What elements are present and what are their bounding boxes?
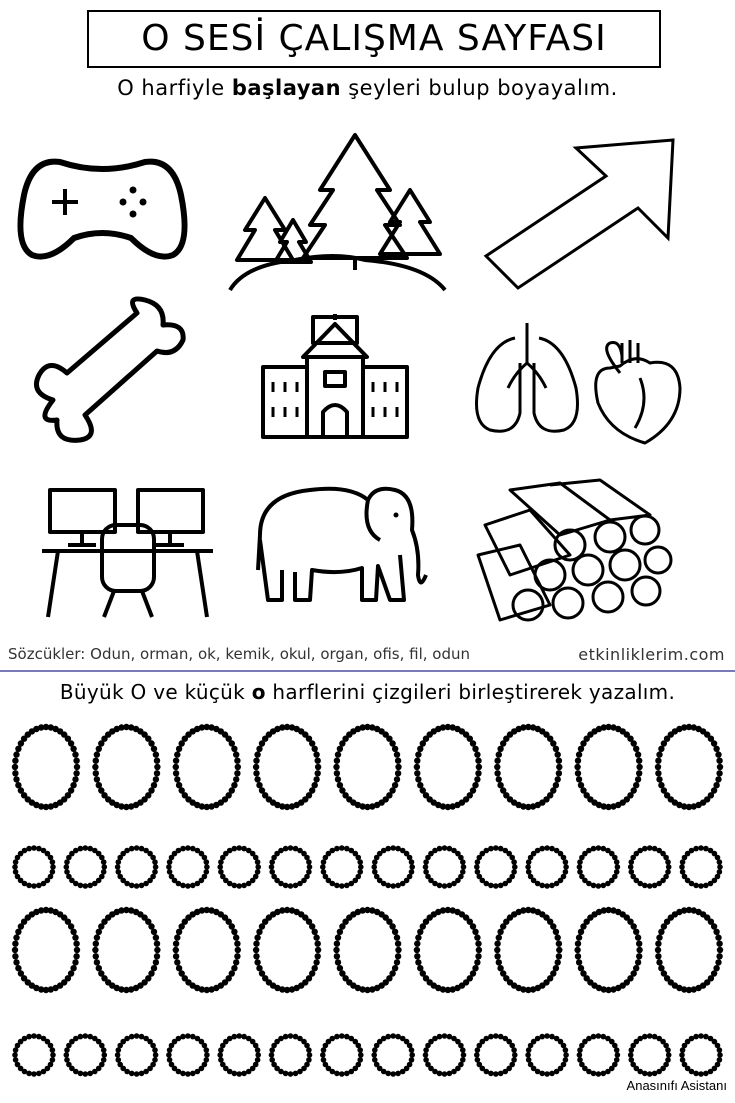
tracing-letter[interactable] <box>474 1033 518 1077</box>
tracing-letter[interactable] <box>333 907 401 993</box>
elephant-icon <box>250 480 430 605</box>
tracing-letter[interactable] <box>217 845 261 889</box>
tracing-letter[interactable] <box>166 1033 210 1077</box>
tracing-row-4[interactable] <box>0 1030 735 1080</box>
tracing-row-2[interactable] <box>0 842 735 892</box>
tracing-letter[interactable] <box>92 724 160 810</box>
footer-credit: Anasınıfı Asistanı <box>626 1078 727 1093</box>
tracing-letter[interactable] <box>577 845 621 889</box>
tracing-letter[interactable] <box>12 1033 56 1077</box>
divider <box>0 670 735 672</box>
tracing-letter[interactable] <box>414 724 482 810</box>
tracing-letter[interactable] <box>333 724 401 810</box>
tracing-letter[interactable] <box>115 845 159 889</box>
tracing-letter[interactable] <box>64 1033 108 1077</box>
office-desk-icon <box>40 485 215 620</box>
organs-icon <box>470 318 690 448</box>
tracing-letter[interactable] <box>577 1033 621 1077</box>
tracing-letter[interactable] <box>12 845 56 889</box>
tracing-letter[interactable] <box>525 1033 569 1077</box>
tracing-letter[interactable] <box>115 1033 159 1077</box>
tracing-letter[interactable] <box>679 845 723 889</box>
tracing-letter[interactable] <box>253 724 321 810</box>
tracing-letter[interactable] <box>320 845 364 889</box>
tracing-row-1[interactable] <box>0 722 735 812</box>
logs-icon <box>470 475 680 635</box>
tracing-letter[interactable] <box>525 845 569 889</box>
tracing-letter[interactable] <box>217 1033 261 1077</box>
tracing-letter[interactable] <box>423 1033 467 1077</box>
tracing-letter[interactable] <box>269 845 313 889</box>
website-label: etkinliklerim.com <box>578 645 725 664</box>
tracing-letter[interactable] <box>253 907 321 993</box>
tracing-letter[interactable] <box>12 907 80 993</box>
tracing-letter[interactable] <box>173 724 241 810</box>
tracing-row-3[interactable] <box>0 905 735 995</box>
arrow-icon <box>478 128 678 303</box>
tracing-letter[interactable] <box>655 907 723 993</box>
tracing-letter[interactable] <box>574 907 642 993</box>
word-list: Sözcükler: Odun, orman, ok, kemik, okul, organ, ofis, fil, odun <box>8 645 471 663</box>
tracing-letter[interactable] <box>474 845 518 889</box>
tracing-letter[interactable] <box>628 845 672 889</box>
tracing-letter[interactable] <box>64 845 108 889</box>
page-title: O SESİ ÇALIŞMA SAYFASI <box>87 10 661 68</box>
tracing-letter[interactable] <box>320 1033 364 1077</box>
tracing-letter[interactable] <box>173 907 241 993</box>
tracing-letter[interactable] <box>494 724 562 810</box>
tracing-letter[interactable] <box>628 1033 672 1077</box>
forest-icon <box>225 130 450 295</box>
tracing-letter[interactable] <box>371 1033 415 1077</box>
tracing-letter[interactable] <box>371 845 415 889</box>
bone-icon <box>25 295 190 450</box>
game-controller-icon <box>15 150 190 265</box>
tracing-letter[interactable] <box>679 1033 723 1077</box>
tracing-letter[interactable] <box>423 845 467 889</box>
tracing-letter[interactable] <box>269 1033 313 1077</box>
tracing-instruction: Büyük O ve küçük o harflerini çizgileri birleştirerek yazalım. <box>59 680 676 704</box>
tracing-letter[interactable] <box>494 907 562 993</box>
tracing-letter[interactable] <box>12 724 80 810</box>
tracing-letter[interactable] <box>414 907 482 993</box>
tracing-letter[interactable] <box>92 907 160 993</box>
tracing-letter[interactable] <box>655 724 723 810</box>
tracing-letter[interactable] <box>166 845 210 889</box>
subtitle: O harfiyle başlayan şeyleri bulup boyayalım. <box>117 76 618 100</box>
tracing-letter[interactable] <box>574 724 642 810</box>
school-icon <box>255 312 415 442</box>
